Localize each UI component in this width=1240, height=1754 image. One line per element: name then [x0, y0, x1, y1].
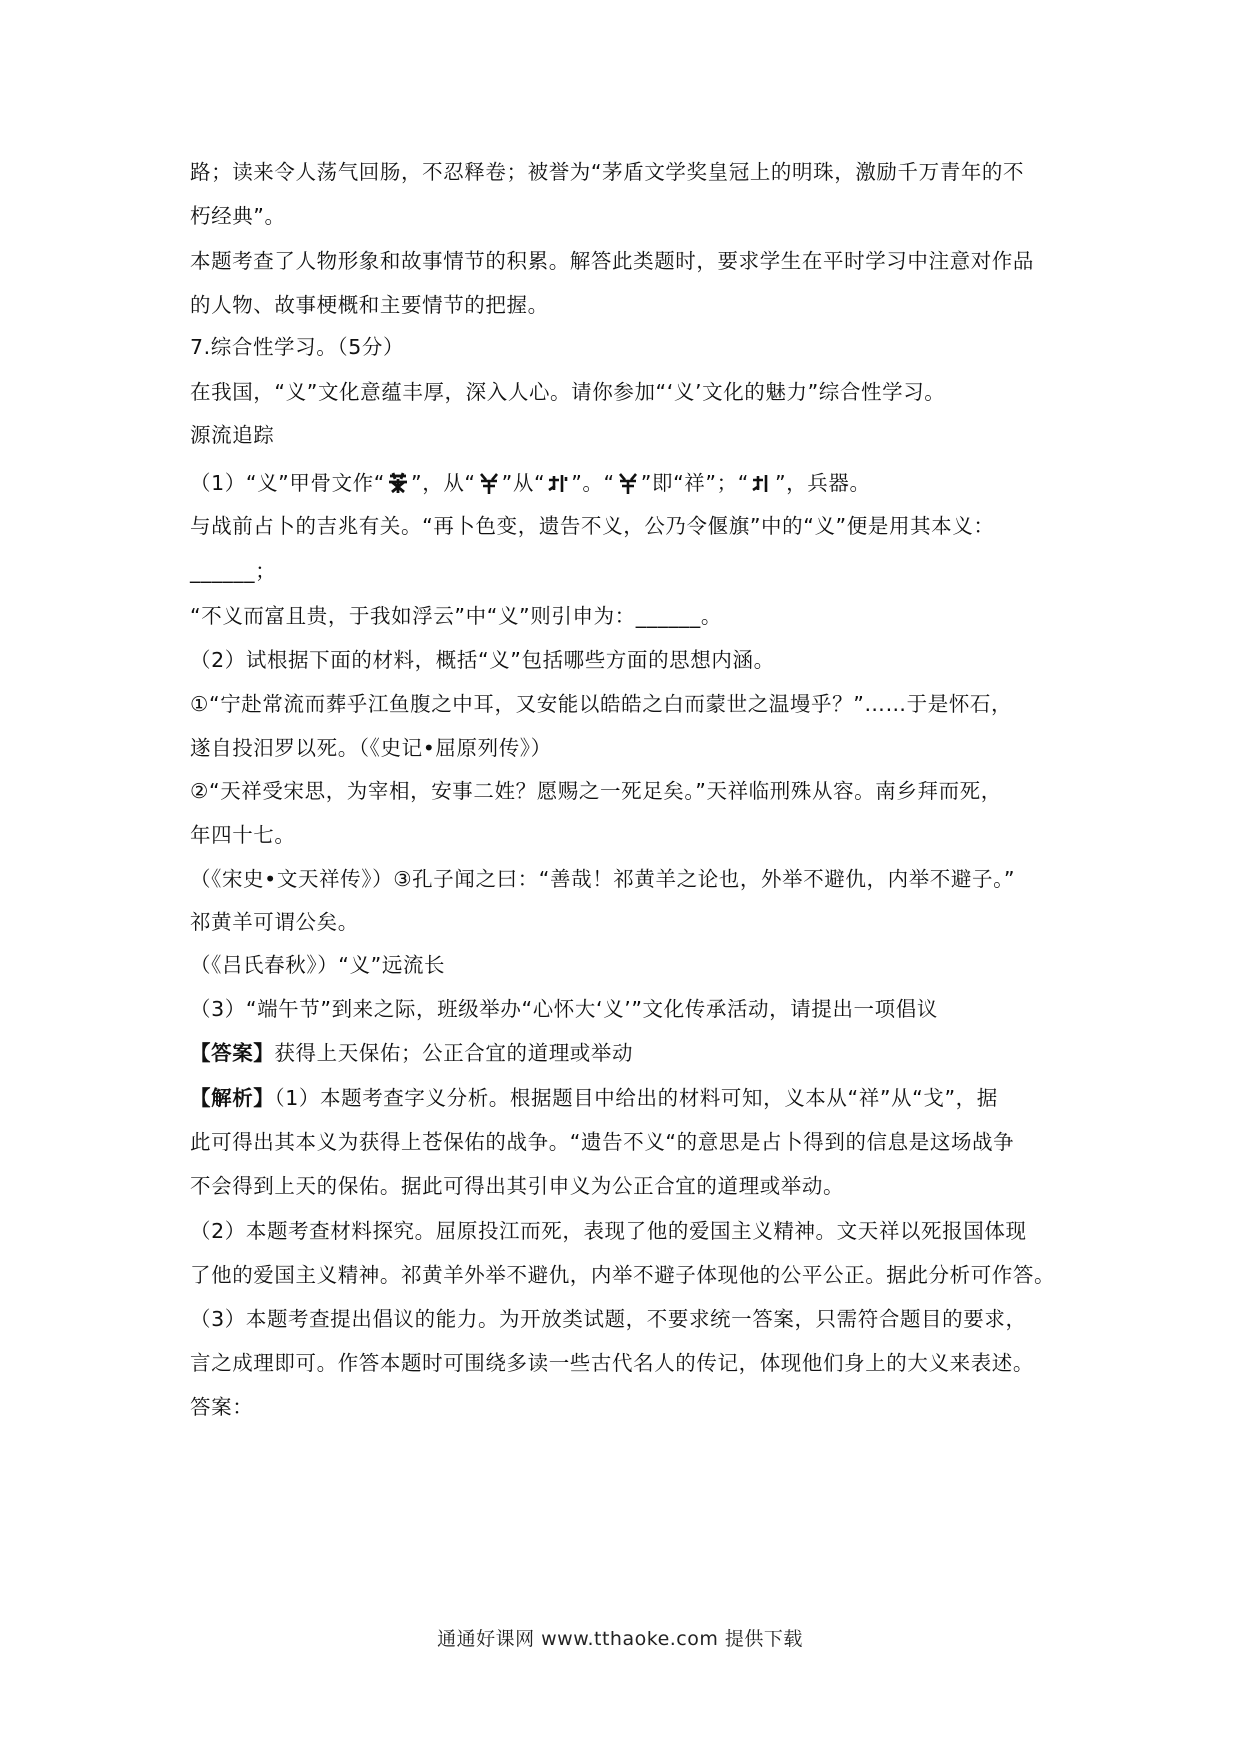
analysis-text: 此可得出其本义为获得上苍保佑的战争。“遗告不义“的意思是占卜得到的信息是这场战争 [190, 1130, 1015, 1154]
analysis-line [190, 1083, 1060, 1113]
material-2-line: ②“天祥受宋思，为宰相，安事二姓？愿赐之一死足矣。”天祥临刑殊从容。南乡拜而死， [190, 779, 1002, 803]
section-title: 源流追踪 [190, 423, 275, 447]
oracle-yang-icon [476, 470, 502, 496]
text-line: 本题考查了人物形象和故事情节的积累。解答此类题时，要求学生在平时学习中注意对作品 [190, 249, 1034, 273]
analysis-label: 【解析】 [190, 1086, 275, 1110]
text-line: 路；读来令人荡气回肠，不忍释卷；被誉为“茅盾文学奖皇冠上的明珠，激励千万青年的不 [190, 160, 1025, 184]
analysis-text: 不会得到上天的保佑。据此可得出其引申义为公正合宜的道理或举动。 [190, 1174, 845, 1198]
q1-text-3: ”从“ [501, 471, 546, 495]
oracle-ge-icon [749, 470, 775, 496]
q1-text-4: ”。“ [571, 471, 615, 495]
answer-label: 【答案】 [190, 1041, 275, 1065]
answer-line [190, 1038, 1060, 1068]
section-title: （《吕氏春秋》）“义”远流长 [190, 953, 446, 977]
material-3-line: （《宋史•文天祥传》）③孔子闻之曰：“善哉！祁黄羊之论也，外举不避仇，内举不避子。” [190, 867, 1016, 891]
blank-line: ______； [190, 559, 277, 583]
text-line: 朽经典”。 [190, 204, 286, 228]
text-line: “不义而富且贵，于我如浮云”中“义”则引申为：______。 [190, 604, 722, 628]
q1-text-5: ”即“祥”；“ [640, 471, 749, 495]
q1-text-6: ”，兵器。 [774, 471, 871, 495]
material-1-source: 遂自投汨罗以死。（《史记•屈原列传》） [190, 736, 552, 760]
oracle-yang-icon [615, 470, 641, 496]
analysis-text: 了他的爱国主义精神。祁黄羊外举不避仇，内举不避子体现他的公平公正。据此分析可作答。 [190, 1263, 1056, 1287]
text-line: 在我国，“义”文化意蕴丰厚，深入人心。请你参加“‘义’文化的魅力”综合性学习。 [190, 380, 946, 404]
analysis-text: （2）本题考查材料探究。屈原投江而死，表现了他的爱国主义精神。文天祥以死报国体现 [190, 1219, 1027, 1243]
question-heading: 7.综合性学习。（5分） [190, 335, 405, 359]
text-line: 与战前占卜的吉兆有关。“再卜色变，遗告不义，公乃令偃旗”中的“义”便是用其本义： [190, 514, 995, 538]
text-line: 祁黄羊可谓公矣。 [190, 910, 359, 934]
page-footer: 通通好课网 www.tthaoke.com 提供下载 [437, 1628, 803, 1650]
question-3-line: （3）“端午节”到来之际，班级举办“心怀大‘义’”文化传承活动，请提出一项倡议 [190, 997, 938, 1021]
analysis-text: 言之成理即可。作答本题时可围绕多读一些古代名人的传记，体现他们身上的大义来表述。 [190, 1351, 1034, 1375]
answer-text: 获得上天保佑；公正合宜的道理或举动 [274, 1041, 634, 1065]
text-line: 的人物、故事梗概和主要情节的把握。 [190, 293, 549, 317]
analysis-first: （1）本题考查字义分析。根据题目中给出的材料可知，义本从“祥”从“戈”，据 [274, 1086, 998, 1110]
oracle-ge-icon [545, 470, 571, 496]
question-2-line: （2）试根据下面的材料，概括“义”包括哪些方面的思想内涵。 [190, 648, 775, 672]
question-1-line [190, 468, 1060, 498]
material-1-line: ①“宁赴常流而葬乎江鱼腹之中耳，又安能以皓皓之白而蒙世之温墁乎？”……于是怀石， [190, 692, 1013, 716]
oracle-yi-icon [385, 470, 411, 496]
analysis-text: （3）本题考查提出倡议的能力。为开放类试题，不要求统一答案，只需符合题目的要求， [190, 1307, 1027, 1331]
q1-text-2: ”，从“ [411, 471, 476, 495]
text-line: 年四十七。 [190, 823, 296, 847]
q1-text-1: （1）“义”甲骨文作“ [190, 471, 386, 495]
analysis-text: 答案： [190, 1395, 254, 1419]
